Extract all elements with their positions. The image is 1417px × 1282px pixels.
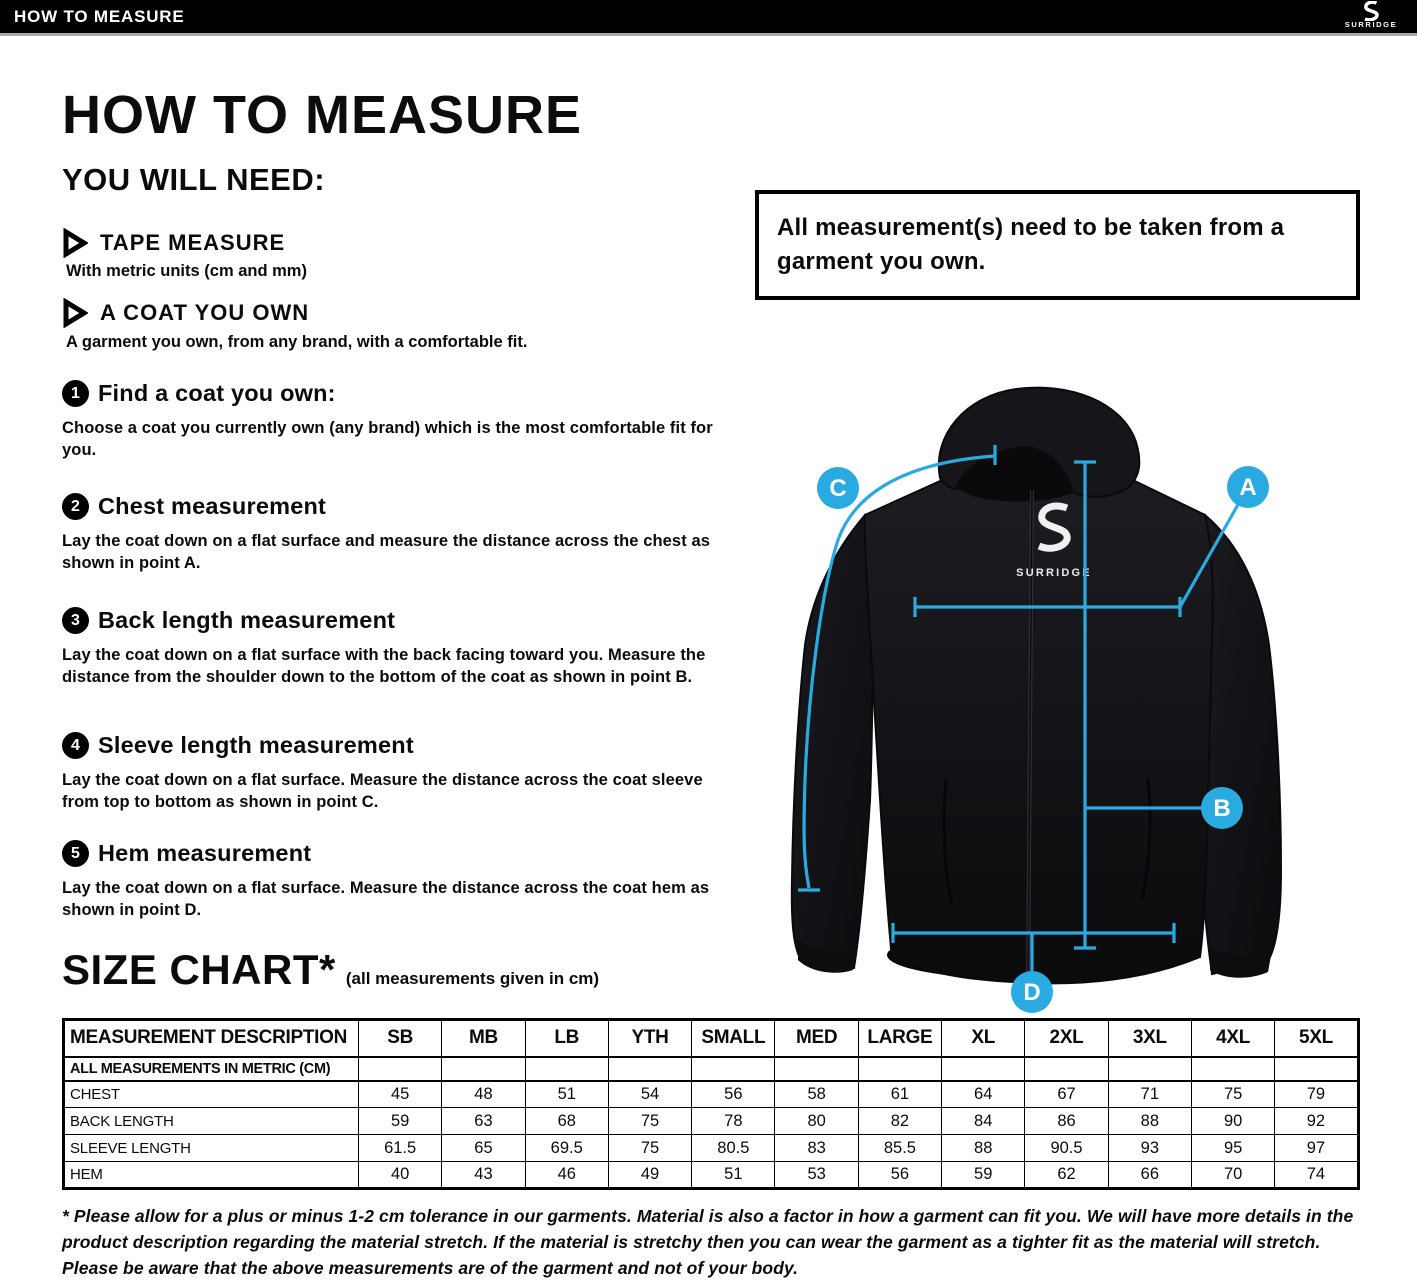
size-value-cell: 68 bbox=[525, 1108, 608, 1135]
step-body: Choose a coat you currently own (any brand) which is the most comfortable fit for you. bbox=[62, 419, 713, 459]
row-label: BACK LENGTH bbox=[64, 1108, 359, 1135]
step-3 bbox=[62, 607, 738, 688]
column-header-size: 4XL bbox=[1191, 1020, 1274, 1057]
step-number-badge bbox=[62, 840, 89, 867]
step-number: 5 bbox=[71, 844, 80, 862]
empty-cell bbox=[1025, 1057, 1108, 1081]
table-row bbox=[64, 1108, 1359, 1135]
size-value-cell: 62 bbox=[1025, 1162, 1108, 1189]
size-value-cell: 59 bbox=[359, 1108, 442, 1135]
need-item-tape-measure: TAPE MEASURE bbox=[100, 230, 286, 255]
jacket-left-sleeve bbox=[792, 515, 876, 968]
size-value-cell: 69.5 bbox=[525, 1135, 608, 1162]
top-bar-title: HOW TO MEASURE bbox=[14, 7, 185, 26]
column-header-size: LB bbox=[525, 1020, 608, 1057]
surridge-logo bbox=[1333, 1, 1409, 32]
size-value-cell: 46 bbox=[525, 1162, 608, 1189]
column-header-size: 2XL bbox=[1025, 1020, 1108, 1057]
size-chart-title: SIZE CHART* bbox=[62, 946, 336, 993]
step-title: Find a coat you own: bbox=[98, 380, 336, 406]
empty-cell bbox=[942, 1057, 1025, 1081]
column-header-size: LARGE bbox=[858, 1020, 941, 1057]
size-value-cell: 49 bbox=[608, 1162, 691, 1189]
size-value-cell: 90.5 bbox=[1025, 1135, 1108, 1162]
size-value-cell: 93 bbox=[1108, 1135, 1191, 1162]
size-value-cell: 70 bbox=[1191, 1162, 1274, 1189]
marker-C bbox=[817, 467, 859, 509]
size-value-cell: 78 bbox=[692, 1108, 775, 1135]
size-value-cell: 88 bbox=[942, 1135, 1025, 1162]
size-value-cell: 86 bbox=[1025, 1108, 1108, 1135]
column-header-size: XL bbox=[942, 1020, 1025, 1057]
size-value-cell: 58 bbox=[775, 1081, 858, 1108]
size-value-cell: 95 bbox=[1191, 1135, 1274, 1162]
step-title: Hem measurement bbox=[98, 840, 312, 866]
size-value-cell: 90 bbox=[1191, 1108, 1274, 1135]
empty-cell bbox=[858, 1057, 941, 1081]
size-value-cell: 74 bbox=[1275, 1162, 1358, 1189]
step-body: Lay the coat down on a flat surface. Measure the distance across the coat hem as shown in point D. bbox=[62, 879, 710, 919]
size-value-cell: 80 bbox=[775, 1108, 858, 1135]
column-header-size: SMALL bbox=[692, 1020, 775, 1057]
size-value-cell: 56 bbox=[692, 1081, 775, 1108]
page-title: HOW TO MEASURE bbox=[62, 85, 583, 145]
column-header-size: MB bbox=[442, 1020, 525, 1057]
step-2 bbox=[62, 493, 738, 574]
step-number: 2 bbox=[71, 497, 80, 515]
size-chart-heading bbox=[62, 946, 599, 994]
empty-cell bbox=[359, 1057, 442, 1081]
triangle-bullet-icon bbox=[62, 228, 88, 258]
step-1 bbox=[62, 380, 738, 461]
step-4 bbox=[62, 732, 738, 813]
marker-B bbox=[1201, 787, 1243, 829]
size-value-cell: 56 bbox=[858, 1162, 941, 1189]
step-number: 3 bbox=[71, 611, 80, 629]
step-title: Back length measurement bbox=[98, 607, 396, 633]
you-will-need-heading: YOU WILL NEED: bbox=[62, 162, 326, 197]
size-value-cell: 83 bbox=[775, 1135, 858, 1162]
marker-letter-a: A bbox=[1239, 474, 1257, 501]
size-value-cell: 63 bbox=[442, 1108, 525, 1135]
size-chart-subtitle: (all measurements given in cm) bbox=[345, 969, 600, 988]
size-value-cell: 75 bbox=[608, 1108, 691, 1135]
size-value-cell: 82 bbox=[858, 1108, 941, 1135]
need-item-coat: A COAT YOU OWN bbox=[100, 300, 310, 325]
column-header-size: MED bbox=[775, 1020, 858, 1057]
column-header-size: 5XL bbox=[1275, 1020, 1358, 1057]
step-title: Sleeve length measurement bbox=[98, 732, 414, 758]
surridge-s-icon bbox=[1360, 1, 1382, 21]
need-item-coat-desc: A garment you own, from any brand, with a comfortable fit. bbox=[66, 333, 528, 351]
empty-cell bbox=[692, 1057, 775, 1081]
table-row bbox=[64, 1135, 1359, 1162]
size-value-cell: 45 bbox=[359, 1081, 442, 1108]
step-number-badge bbox=[62, 732, 89, 759]
size-value-cell: 43 bbox=[442, 1162, 525, 1189]
size-value-cell: 51 bbox=[525, 1081, 608, 1108]
size-value-cell: 85.5 bbox=[858, 1135, 941, 1162]
marker-letter-b: B bbox=[1213, 795, 1231, 822]
jacket-measurement-diagram bbox=[760, 380, 1405, 1025]
size-value-cell: 75 bbox=[1191, 1081, 1274, 1108]
marker-letter-c: C bbox=[829, 475, 847, 502]
table-row bbox=[64, 1162, 1359, 1189]
size-value-cell: 51 bbox=[692, 1162, 775, 1189]
size-value-cell: 92 bbox=[1275, 1108, 1358, 1135]
step-number-badge bbox=[62, 380, 89, 407]
size-value-cell: 97 bbox=[1275, 1135, 1358, 1162]
row-label: HEM bbox=[64, 1162, 359, 1189]
empty-cell bbox=[1191, 1057, 1274, 1081]
size-value-cell: 65 bbox=[442, 1135, 525, 1162]
measurement-notice-box bbox=[755, 190, 1360, 300]
measurement-notice-text: All measurement(s) need to be taken from a garment you own. bbox=[777, 214, 1285, 275]
size-value-cell: 80.5 bbox=[692, 1135, 775, 1162]
marker-D bbox=[1011, 971, 1053, 1013]
need-item-tape-measure-desc: With metric units (cm and mm) bbox=[66, 262, 307, 280]
metric-note-cell: ALL MEASUREMENTS IN METRIC (CM) bbox=[64, 1057, 359, 1081]
size-value-cell: 71 bbox=[1108, 1081, 1191, 1108]
column-header-size: SB bbox=[359, 1020, 442, 1057]
size-value-cell: 61.5 bbox=[359, 1135, 442, 1162]
row-label: SLEEVE LENGTH bbox=[64, 1135, 359, 1162]
size-value-cell: 40 bbox=[359, 1162, 442, 1189]
size-value-cell: 48 bbox=[442, 1081, 525, 1108]
size-value-cell: 67 bbox=[1025, 1081, 1108, 1108]
column-header-description: MEASUREMENT DESCRIPTION bbox=[64, 1020, 359, 1057]
size-value-cell: 61 bbox=[858, 1081, 941, 1108]
row-label: CHEST bbox=[64, 1081, 359, 1108]
step-number: 4 bbox=[71, 736, 80, 754]
top-bar bbox=[0, 0, 1417, 36]
surridge-wordmark: SURRIDGE bbox=[1344, 20, 1398, 29]
step-number-badge bbox=[62, 493, 89, 520]
empty-cell bbox=[442, 1057, 525, 1081]
table-row bbox=[64, 1081, 1359, 1108]
empty-cell bbox=[608, 1057, 691, 1081]
size-chart-table bbox=[62, 1018, 1360, 1190]
column-header-size: 3XL bbox=[1108, 1020, 1191, 1057]
jacket-chest-wordmark: SURRIDGE bbox=[1016, 567, 1092, 579]
step-title: Chest measurement bbox=[98, 493, 327, 519]
size-value-cell: 79 bbox=[1275, 1081, 1358, 1108]
size-value-cell: 64 bbox=[942, 1081, 1025, 1108]
size-value-cell: 84 bbox=[942, 1108, 1025, 1135]
marker-A bbox=[1227, 466, 1269, 508]
step-number-badge bbox=[62, 607, 89, 634]
metric-note-row bbox=[64, 1057, 1359, 1081]
step-body: Lay the coat down on a flat surface. Measure the distance across the coat sleeve from top to bottom as shown in point C. bbox=[62, 771, 703, 811]
step-number: 1 bbox=[71, 384, 80, 402]
marker-letter-d: D bbox=[1023, 979, 1041, 1006]
step-body: Lay the coat down on a flat surface with the back facing toward you. Measure the distance from the shoulder down to the bottom of the coat as shown in point B. bbox=[62, 646, 706, 686]
table-header-row bbox=[64, 1020, 1359, 1057]
step-5 bbox=[62, 840, 738, 921]
empty-cell bbox=[775, 1057, 858, 1081]
size-value-cell: 75 bbox=[608, 1135, 691, 1162]
size-value-cell: 53 bbox=[775, 1162, 858, 1189]
size-value-cell: 66 bbox=[1108, 1162, 1191, 1189]
size-value-cell: 54 bbox=[608, 1081, 691, 1108]
size-value-cell: 88 bbox=[1108, 1108, 1191, 1135]
tolerance-footnote: * Please allow for a plus or minus 1-2 cm tolerance in our garments. Material is also a factor in how a garment can fit you. We will have more details in the product description regarding the material stretch. If the material is stretchy then you can wear the garment as a tighter fit as the material will stretch. Please be aware that the above measurements are of the garment and not of your body. bbox=[62, 1206, 1354, 1278]
triangle-bullet-icon bbox=[62, 298, 88, 328]
jacket-body bbox=[865, 455, 1213, 983]
column-header-size: YTH bbox=[608, 1020, 691, 1057]
empty-cell bbox=[1275, 1057, 1358, 1081]
size-value-cell: 59 bbox=[942, 1162, 1025, 1189]
empty-cell bbox=[525, 1057, 608, 1081]
step-body: Lay the coat down on a flat surface and measure the distance across the chest as shown in point A. bbox=[62, 532, 711, 572]
empty-cell bbox=[1108, 1057, 1191, 1081]
